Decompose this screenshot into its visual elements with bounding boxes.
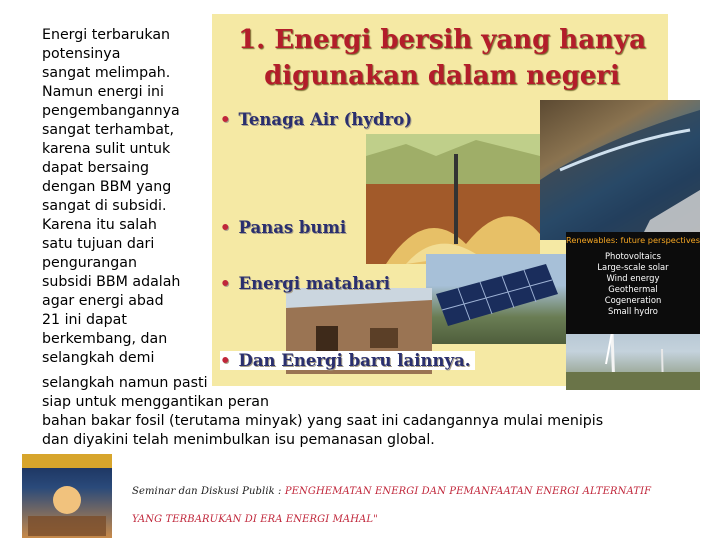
renewables-item: Geothermal bbox=[608, 284, 658, 294]
bottom-paragraph: selangkah namun pasti siap untuk menggantikan peran bahan bakar fosil (terutama minyak) yang saat ini cadangannya mulai menipis dan diyakini telah menimbulkan isu pemanasan global. bbox=[42, 375, 604, 448]
bullet-new-energy bbox=[220, 351, 475, 370]
bullet-marker: • bbox=[220, 110, 231, 129]
footer-highlight-2: YANG TERBARUKAN DI ERA ENERGI MAHAL" bbox=[132, 514, 378, 525]
title-line-1: 1. Energi bersih yang hanya bbox=[238, 25, 646, 55]
bullet-geothermal bbox=[220, 218, 346, 237]
seminar-cover-image bbox=[22, 454, 112, 538]
footer-highlight-1: PENGHEMATAN ENERGI DAN PEMANFAATAN ENERGI ALTERNATIF bbox=[284, 486, 652, 497]
bullet-solar bbox=[220, 274, 390, 293]
bullet-marker: • bbox=[220, 218, 231, 237]
title-line-2: digunakan dalam negeri bbox=[264, 61, 620, 91]
renewables-item: Photovoltaics bbox=[604, 251, 661, 261]
footer-line-1 bbox=[132, 486, 651, 497]
renewables-item: Cogeneration bbox=[604, 295, 662, 305]
bullet-label: Dan Energi baru lainnya. bbox=[238, 351, 471, 370]
slide-title bbox=[222, 22, 662, 94]
bullet-label: Tenaga Air (hydro) bbox=[238, 110, 413, 129]
footer-prefix: Seminar dan Diskusi Publik : bbox=[132, 486, 285, 497]
renewables-item: Large-scale solar bbox=[597, 262, 669, 272]
bullet-label: Panas bumi bbox=[238, 218, 347, 237]
geothermal-diagram bbox=[366, 134, 540, 264]
bullet-label: Energi matahari bbox=[238, 274, 390, 293]
bullet-hydro bbox=[220, 110, 412, 129]
solar-panel-photo bbox=[426, 254, 566, 344]
left-paragraph: Energi terbarukan potensinya sangat melimpah. Namun energi ini pengembangannya sangat terhambat, karena sulit untuk dapat bersaing dengan BBM yang sangat di subsidi. Karena itu salah satu tujuan dari pengurangan subsidi BBM adalah agar energi abad 21 ini dapat berkembang, dan selangkah demi bbox=[42, 27, 181, 366]
renewables-title: Renewables: future perspectives bbox=[566, 235, 700, 245]
renewables-item: Small hydro bbox=[608, 306, 658, 316]
bullet-marker: • bbox=[220, 274, 231, 293]
bullet-marker: • bbox=[220, 351, 231, 370]
renewables-info-box bbox=[566, 232, 700, 334]
dam-photo bbox=[540, 100, 700, 240]
footer-line-2 bbox=[132, 514, 378, 525]
renewables-item: Wind energy bbox=[606, 273, 660, 283]
